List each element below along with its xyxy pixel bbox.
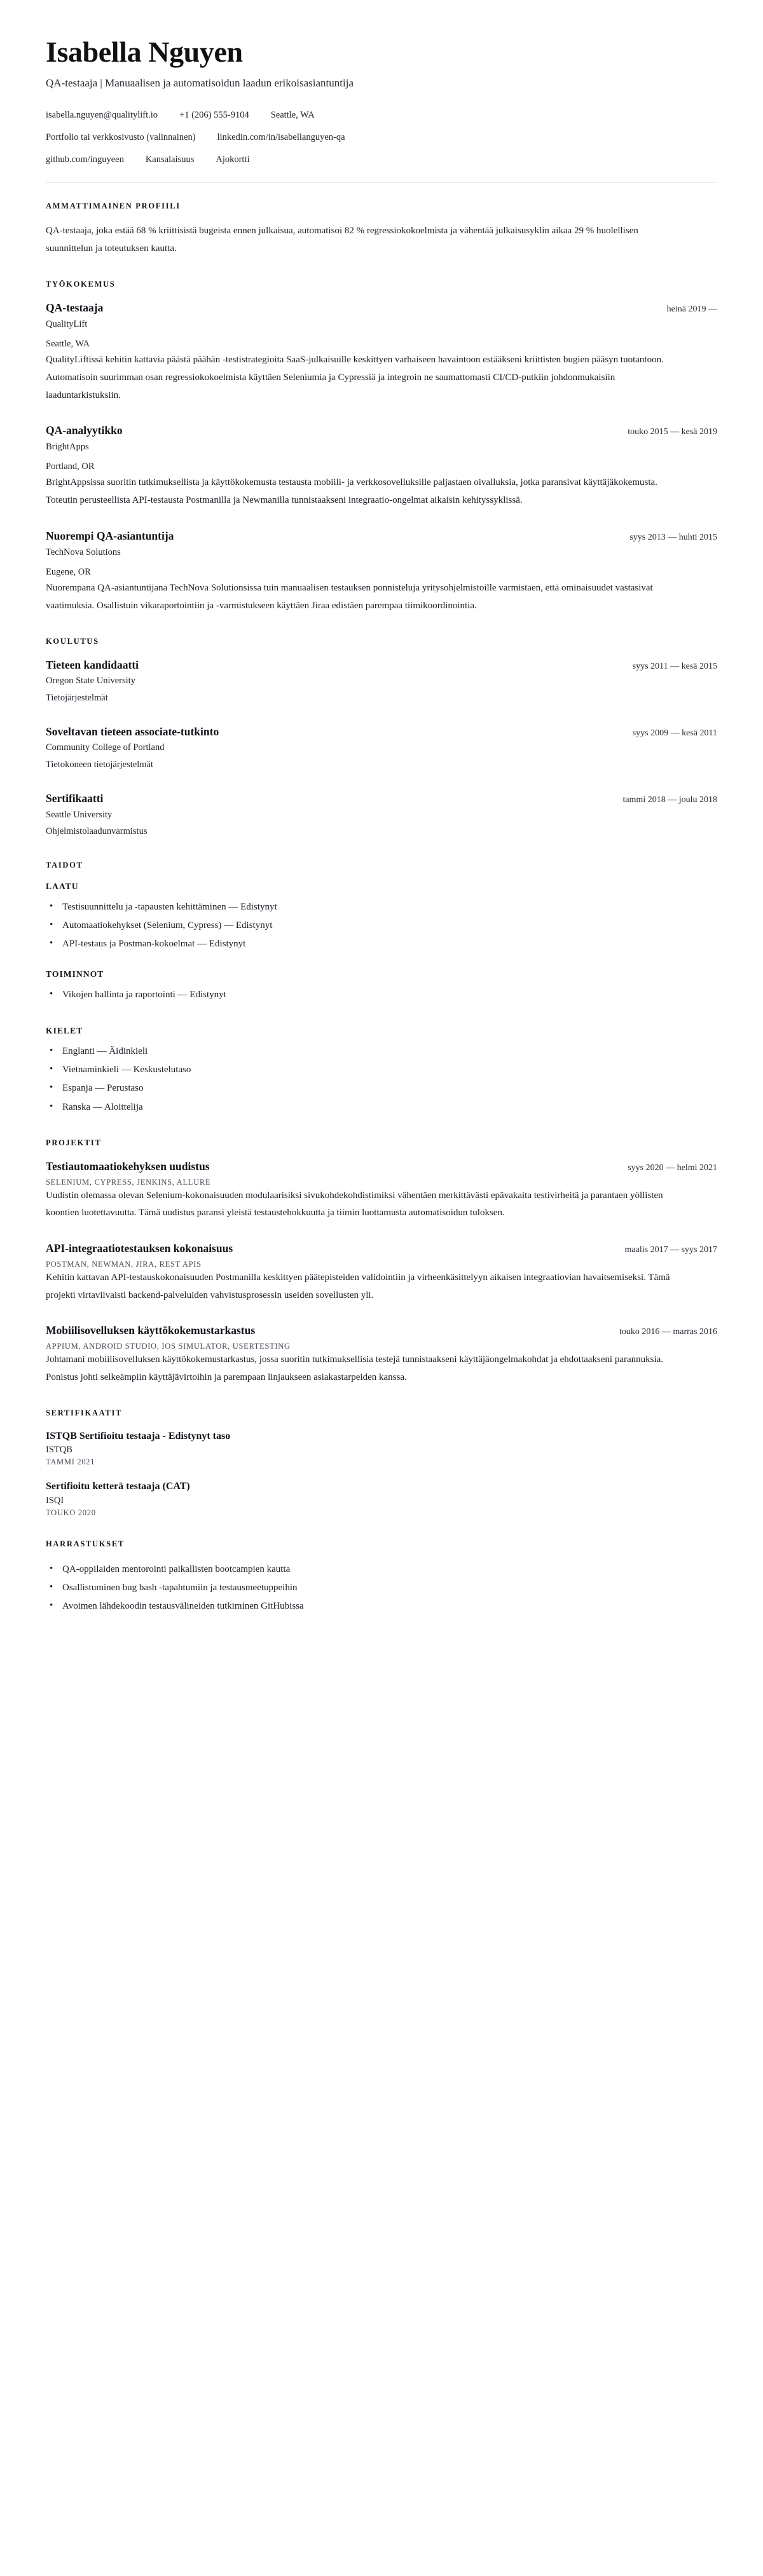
experience-entry	[46, 423, 717, 510]
project-date: maalis 2017 — syys 2017	[624, 1245, 717, 1255]
certification-entry	[46, 1429, 717, 1467]
project-description: Uudistin olemassa olevan Selenium-kokonaisuuden modulaarisiksi sivukohdekohdistimiksi vähentäen merkittävästi epävakaita testivirheitä ja parantaen yöllisten koontien luotettavuutta. Tämä uudistus paransi yleistä testaustehokkuutta ja tiimin luottamusta automatisoidun tuloksen.	[46, 1190, 663, 1218]
project-name: Testiautomaatiokehyksen uudistus	[46, 1159, 210, 1173]
experience-description: BrightAppsissa suoritin tutkimuksellista ja käyttökokemusta testausta mobiili- ja verkkosovelluksille paljastaen oivalluksia, jotka paransivat käyttäjäkokemusta. Toteutin perusteellista API-testausta Postmanilla ja Newmanilla tunnistaakseni integraatio-ongelmat aikaisin kehityssyklissä.	[46, 477, 657, 506]
contact-github[interactable]: github.com/inguyeen	[46, 154, 124, 165]
skill-item: • Testisuunnittelu ja -tapausten kehittäminen — Edistynyt	[46, 898, 717, 917]
project-description: Kehitin kattavan API-testauskokonaisuuden Postmanilla keskittyen päätepisteiden validointiin ja virheenkäsittelyyn aikaisen integraatiovian havaitsemiseksi. Tämä projekti virtaviivaisti backend-palveluiden vahvistusprosessin useiden sovellusten yli.	[46, 1272, 670, 1300]
contact-location: Seattle, WA	[270, 110, 315, 121]
education-school: Oregon State University	[46, 676, 135, 686]
certification-entry	[46, 1480, 717, 1517]
language-item: • Ranska — Aloittelija	[46, 1098, 717, 1117]
contact-linkedin[interactable]: linkedin.com/in/isabellanguyen-qa	[217, 132, 345, 142]
section-profile	[46, 201, 717, 258]
experience-entry-head	[46, 423, 717, 438]
section-title-hobbies: HARRASTUKSET	[46, 1539, 125, 1548]
experience-description: QualityLiftissä kehitin kattavia päästä päähän -testistrategioita SaaS-julkaisuille keskittyen varhaiseen havaintoon estääkseni kriittisten bugien pääsyn tuotantoon. Automatisoin suurimman osan regressiokokoelmista käyttäen Seleniumia ja Cypressiä ja integroin ne saumattomasti CI/CD-putkiin johdonmukaisiin laaduntarkistuksiin.	[46, 355, 664, 400]
experience-company: BrightApps	[46, 442, 89, 453]
contact-driving-license: Ajokortti	[216, 154, 250, 165]
education-entry-head	[46, 658, 717, 672]
project-date: syys 2020 — helmi 2021	[628, 1162, 717, 1173]
certification-issuer: ISQI	[46, 1495, 64, 1506]
language-list	[46, 1042, 717, 1117]
experience-date: syys 2013 — huhti 2015	[629, 532, 717, 542]
language-item: • Espanja — Perustaso	[46, 1079, 717, 1098]
hobby-item: • Avoimen lähdekoodin testausvälineiden tutkiminen GitHubissa	[46, 1597, 717, 1616]
education-degree: Tieteen kandidaatti	[46, 658, 139, 671]
experience-entry-head	[46, 301, 717, 315]
experience-location: Portland, OR	[46, 461, 95, 472]
experience-role: QA-testaaja	[46, 301, 104, 314]
project-entry	[46, 1323, 717, 1386]
education-date: tammi 2018 — joulu 2018	[622, 794, 717, 805]
section-projects	[46, 1138, 717, 1387]
language-item: • Vietnaminkieli — Keskustelutaso	[46, 1061, 717, 1079]
education-degree: Soveltavan tieteen associate-tutkinto	[46, 725, 219, 738]
section-certifications	[46, 1408, 717, 1518]
hobby-item: • QA-oppilaiden mentorointi paikallisten bootcampien kautta	[46, 1560, 717, 1579]
section-title-experience: TYÖKOKEMUS	[46, 279, 116, 289]
project-name: Mobiilisovelluksen käyttökokemustarkastus	[46, 1324, 256, 1337]
project-entry-head	[46, 1241, 717, 1256]
section-title-education: KOULUTUS	[46, 636, 99, 646]
contact-row-1	[46, 109, 717, 123]
education-entry	[46, 725, 717, 772]
experience-role: QA-analyytikko	[46, 424, 123, 437]
experience-company: QualityLift	[46, 318, 88, 329]
skill-group	[46, 969, 717, 1004]
project-name: API-integraatiotestauksen kokonaisuus	[46, 1242, 233, 1255]
project-tech: POSTMAN, NEWMAN, JIRA, REST APIS	[46, 1259, 202, 1269]
education-field: Tietojärjestelmät	[46, 692, 108, 703]
section-experience	[46, 280, 717, 615]
education-entry	[46, 658, 717, 705]
experience-role: Nuorempi QA-asiantuntija	[46, 529, 174, 542]
education-degree: Sertifikaatti	[46, 791, 104, 805]
section-title-languages: KIELET	[46, 1025, 83, 1035]
project-tech: SELENIUM, CYPRESS, JENKINS, ALLURE	[46, 1177, 211, 1187]
section-title-skills: TAIDOT	[46, 860, 83, 869]
skill-group-name: LAATU	[46, 881, 79, 891]
contact-row-3	[46, 153, 717, 167]
education-date: syys 2011 — kesä 2015	[632, 661, 717, 671]
experience-date: heinä 2019 —	[666, 304, 717, 314]
section-education	[46, 637, 717, 839]
education-entry-head	[46, 725, 717, 739]
experience-location: Seattle, WA	[46, 338, 90, 349]
education-school: Seattle University	[46, 809, 113, 820]
experience-description: Nuorempana QA-asiantuntijana TechNova Solutionsissa tuin manuaalisen testauksen ponnisteluja yritysohjelmistoille varmistaen, että ominaisuudet vastasivat vaatimuksia. Osallistuin vikaraportointiin ja -varmistukseen käyttäen Jiraa edistäen parempaa tiimikoordinointia.	[46, 583, 653, 611]
skill-list	[46, 898, 717, 954]
certification-name: Sertifioitu ketterä testaaja (CAT)	[46, 1481, 190, 1492]
section-title-profile: AMMATTIMAINEN PROFIILI	[46, 201, 181, 211]
education-field: Ohjelmistolaadunvarmistus	[46, 826, 148, 836]
hobby-item: • Osallistuminen bug bash -tapahtumiin ja testausmeetuppeihin	[46, 1579, 717, 1597]
hobby-list	[46, 1560, 717, 1616]
language-item: • Englanti — Äidinkieli	[46, 1042, 717, 1061]
section-skills	[46, 861, 717, 1004]
project-entry-head	[46, 1323, 717, 1338]
skill-item: • Vikojen hallinta ja raportointi — Edistynyt	[46, 986, 717, 1004]
skill-group	[46, 882, 717, 954]
resume-header	[46, 37, 717, 167]
project-entry-head	[46, 1159, 717, 1174]
section-title-certifications: SERTIFIKAATIT	[46, 1408, 123, 1417]
candidate-name: Isabella Nguyen	[46, 36, 243, 68]
experience-entry	[46, 301, 717, 404]
experience-date: touko 2015 — kesä 2019	[628, 427, 717, 437]
skill-item: • Automaatiokehykset (Selenium, Cypress) — Edistynyt	[46, 917, 717, 935]
certification-date: TAMMI 2021	[46, 1457, 95, 1467]
education-field: Tietokoneen tietojärjestelmät	[46, 759, 153, 770]
profile-text: QA-testaaja, joka estää 68 % kriittisistä bugeista ennen julkaisua, automatisoi 82 % regressiokokoelmista ja vähentää julkaisusyklin aikaa 29 % huolellisen suunnittelun ja toteutuksen kautta.	[46, 226, 638, 254]
contact-portfolio[interactable]: Portfolio tai verkkosivusto (valinnainen)	[46, 132, 196, 142]
contact-row-2	[46, 131, 717, 145]
education-date: syys 2009 — kesä 2011	[632, 728, 717, 738]
education-school: Community College of Portland	[46, 742, 165, 753]
skill-group-name: TOIMINNOT	[46, 969, 104, 979]
skill-list	[46, 986, 717, 1004]
certification-date: TOUKO 2020	[46, 1508, 96, 1517]
section-hobbies	[46, 1539, 717, 1616]
experience-company: TechNova Solutions	[46, 547, 121, 557]
contact-phone[interactable]: +1 (206) 555-9104	[179, 110, 249, 121]
certification-issuer: ISTQB	[46, 1445, 72, 1455]
contact-nationality: Kansalaisuus	[145, 154, 195, 165]
certification-name: ISTQB Sertifioitu testaaja - Edistynyt taso	[46, 1430, 231, 1441]
project-entry	[46, 1159, 717, 1222]
skill-item: • API-testaus ja Postman-kokoelmat — Edistynyt	[46, 935, 717, 953]
candidate-headline: QA-testaaja | Manuaalisen ja automatisoidun laadun erikoisasiantuntija	[46, 77, 354, 90]
section-languages	[46, 1026, 717, 1117]
education-entry	[46, 791, 717, 839]
experience-entry-head	[46, 529, 717, 543]
education-entry-head	[46, 791, 717, 806]
project-date: touko 2016 — marras 2016	[619, 1327, 717, 1337]
contact-email[interactable]: isabella.nguyen@qualitylift.io	[46, 110, 158, 121]
project-description: Johtamani mobiilisovelluksen käyttökokemustarkastus, jossa suoritin tutkimuksellisia testejä tunnistaakseni käyttäjäongelmakohdat ja ehdottaakseni parannuksia. Ponistus johti selkeämpiin käyttäjävirtoihin ja parempaan linjaukseen asiakastarpeiden kanssa.	[46, 1354, 664, 1382]
section-title-projects: PROJEKTIT	[46, 1138, 102, 1147]
experience-location: Eugene, OR	[46, 566, 91, 577]
project-entry	[46, 1241, 717, 1304]
experience-entry	[46, 529, 717, 615]
project-tech: APPIUM, ANDROID STUDIO, IOS SIMULATOR, USERTESTING	[46, 1342, 291, 1351]
